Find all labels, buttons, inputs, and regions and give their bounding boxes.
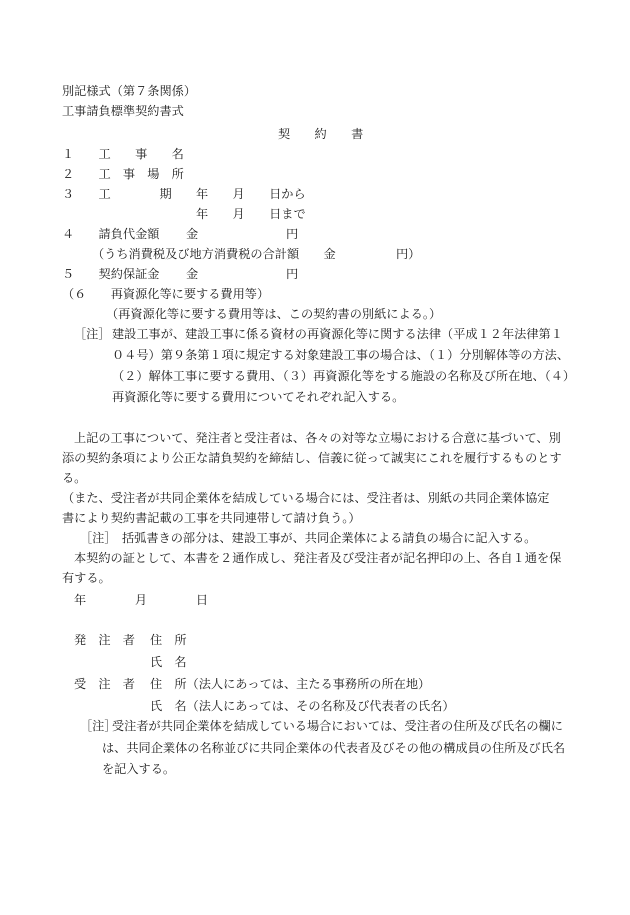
page-title: 契 約 書 xyxy=(278,127,364,141)
note-1-line-1: 建設工事が、建設工事に係る資材の再資源化等に関する法律（平成１２年法律第１ xyxy=(112,327,563,341)
note-3-line-2: は、共同企業体の名称並びに共同企業体の代表者及びその他の構成員の住所及び氏名 xyxy=(102,741,566,755)
item-5-kin: 金 xyxy=(186,267,199,281)
contractor-address-label: 住 所（法人にあっては、主たる事務所の所在地） xyxy=(150,677,431,691)
contractor-name-label: 氏 名（法人にあっては、その名称及び代表者の氏名） xyxy=(150,699,455,713)
body-paragraph-2-line-2: 書により契約書記載の工事を共同連帯して請け負う。） xyxy=(62,511,361,525)
item-4-contract-amount-label: ４ 請負代金額 xyxy=(62,227,160,241)
item-5-yen: 円 xyxy=(286,267,299,281)
item-5-guarantee-label: ５ 契約保証金 xyxy=(62,267,160,281)
item-4-yen: 円 xyxy=(286,227,299,241)
item-6-recycling-costs: （６ 再資源化等に要する費用等） xyxy=(62,287,270,301)
body-paragraph-1-line-2: 添の契約条項により公正な請負契約を締結し、信義に従って誠実にこれを履行するものとす xyxy=(62,451,562,465)
note-1-mark: ［注］ xyxy=(74,327,111,341)
contract-date: 年 月 日 xyxy=(74,593,209,607)
item-3-period-label: ３ 工 期 xyxy=(62,187,172,201)
item-3-period-from: 年 月 日から xyxy=(196,187,306,201)
note-2-text: 括弧書きの部分は、建設工事が、共同企業体による請負の場合に記入する。 xyxy=(122,531,537,545)
body-paragraph-3-line-2: 有する。 xyxy=(62,571,111,585)
form-number: 別記様式（第７条関係） xyxy=(62,84,197,98)
form-name: 工事請負標準契約書式 xyxy=(62,104,184,118)
note-3-line-1: 受注者が共同企業体を結成している場合においては、受注者の住所及び氏名の欄に xyxy=(112,719,563,733)
note-3-line-3: を記入する。 xyxy=(102,762,176,776)
item-6-note: （再資源化等に要する費用等は、この契約書の別紙による。） xyxy=(106,307,442,321)
note-3-mark: ［注］ xyxy=(80,719,117,733)
body-paragraph-1-line-1: 上記の工事について、発注者と受注者は、各々の対等な立場における合意に基づいて、別 xyxy=(74,431,561,445)
orderer-address-label: 住 所 xyxy=(150,633,187,647)
orderer-name-label: 氏 名 xyxy=(150,655,187,669)
item-4-kin: 金 xyxy=(186,227,199,241)
orderer-label: 発 注 者 xyxy=(74,633,135,647)
note-1-line-4: 再資源化等に要する費用についてそれぞれ記入する。 xyxy=(112,390,405,404)
item-2-location: ２ 工 事 場 所 xyxy=(62,167,184,181)
item-4-tax-line: （うち消費税及び地方消費税の合計額 金 xyxy=(92,247,336,261)
item-3-period-to: 年 月 日まで xyxy=(196,207,306,221)
note-2-mark: ［注］ xyxy=(80,531,117,545)
body-paragraph-3-line-1: 本契約の証として、本書を２通作成し、発注者及び受注者が記名押印の上、各自１通を保 xyxy=(74,551,562,565)
note-1-line-2: ０４号）第９条第１項に規定する対象建設工事の場合は、（１）分別解体等の方法、 xyxy=(112,348,570,362)
contractor-label: 受 注 者 xyxy=(74,677,135,691)
body-paragraph-2-line-1: （また、受注者が共同企業体を結成している場合には、受注者は、別紙の共同企業体協定 xyxy=(62,491,550,505)
body-paragraph-1-line-3: る。 xyxy=(62,471,87,485)
item-1-project-name: １ 工 事 名 xyxy=(62,147,184,161)
item-4-tax-yen: 円） xyxy=(396,247,421,261)
note-1-line-3: （２）解体工事に要する費用、（３）再資源化等をする施設の名称及び所在地、（４） xyxy=(112,369,576,383)
